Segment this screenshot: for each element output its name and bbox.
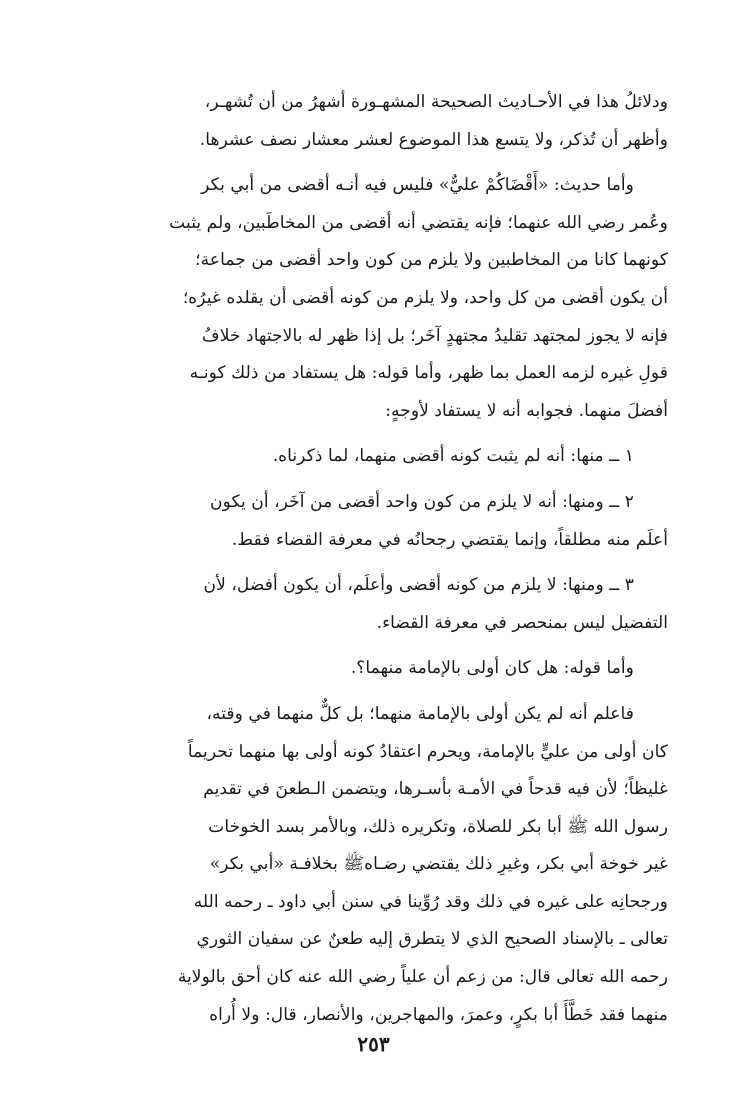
text-line: أعلَم منه مطلقاً، وإنما يقتضي رجحانُه في معرفة القضاء فقط. — [231, 529, 668, 550]
text-line: ورجحانِه على غيره في ذلك وقد رُوِّينا في سنن أبي داود ـ رحمه الله — [193, 891, 668, 912]
text-line: غليظاً؛ لأن فيه قدحاً في الأمـة بأسـرها، ويتضمن الـطعنَ في تقديم — [203, 779, 668, 800]
paragraph — [112, 567, 668, 642]
paragraph — [112, 650, 668, 688]
paragraph-gap — [112, 688, 668, 696]
paragraph — [112, 438, 668, 476]
paragraph-gap — [112, 642, 668, 650]
text-line: ودلائلُ هذا في الأحـاديث الصحيحة المشهـورة أشهرُ من أن تُشهـر، — [204, 92, 668, 112]
page-number: ٢٥٣ — [357, 1032, 390, 1056]
text-line: ٣ ــ ومنها: لا يلزم من كونه أقضى وأعلَم، أن يكون أفضل، لأن — [203, 575, 634, 596]
paragraph — [112, 696, 668, 1034]
text-line: تعالى ـ بالإسناد الصحيح الذي لا يتطرق إليه طعنٌ عن سفيان الثوري — [196, 929, 668, 950]
text-line: وعُمر رضي الله عنهما؛ فإنه يقتضي أنه أقضى من المخاطَبين، ولم يثبت — [169, 212, 668, 233]
text-line: التفضيل ليس بمنحصر في معرفة القضاء. — [376, 612, 668, 633]
text-line: غير خوخة أبي بكر، وغيرِ ذلك يقتضي رضـاهﷺ بخلافـة «أبي بكر» — [209, 854, 668, 875]
paragraph-gap — [112, 159, 668, 167]
text-line: وأما قوله: هل كان أولى بالإمامة منهما؟. — [350, 658, 634, 679]
text-line: ١ ــ منها: أنه لم يثبت كونه أقضى منهما، لما ذكرناه. — [272, 446, 634, 467]
body-text — [112, 84, 668, 1034]
text-line: وأظهر أن تُذكر، ولا يتسع هذا الموضوع لعشر معشار نصف عشرها. — [199, 129, 668, 150]
paragraph-gap — [112, 559, 668, 567]
paragraph-gap — [112, 430, 668, 438]
text-line: قولِ غيره لزمه العمل بما ظهر، وأما قوله: هل يستفاد من ذلك كونـه — [189, 363, 668, 384]
text-line: فإنه لا يجوز لمجتهد تقليدُ مجتهدٍ آخَر؛ بل إذا ظهر له بالاجتهاد خلافُ — [201, 325, 668, 346]
text-line: ٢ ــ ومنها: أنه لا يلزم من كون واحد أقضى من آخَر، أن يكون — [210, 491, 634, 512]
paragraph — [112, 484, 668, 559]
text-line: كونهما كانا من المخاطبين ولا يلزم من كون واحد أقضى من جماعة؛ — [195, 250, 668, 271]
text-line: رسول الله ﷺ أبا بكر للصلاة، وتكريره ذلك، وبالأمر بسد الخوخات — [208, 816, 668, 837]
text-line: كان أولى من عليٍّ بالإمامة، ويحرم اعتقادُ كونه أولى بها منهما تحريماً — [187, 741, 668, 762]
text-line: فاعلم أنه لم يكن أولى بالإمامة منهما؛ بل كلٌّ منهما في وقته، — [206, 703, 634, 724]
paragraph — [112, 167, 668, 430]
text-line: أفضلَ منهما. فجوابه أنه لا يستفاد لأوجهٍ: — [385, 400, 668, 421]
text-line: أن يكون أقضى من كل واحد، ولا يلزم من كونه أقضى أن يقلده غيرُه؛ — [182, 287, 668, 308]
paragraph — [112, 84, 668, 159]
text-line: رحمه الله تعالى قال: من زعم أن علياً رضي الله عنه كان أحق بالولاية — [177, 967, 668, 988]
paragraph-gap — [112, 476, 668, 484]
text-line: وأما حديث: «أَقْضَاكُمْ عليٌّ» فليس فيه أنـه أقضى من أبي بكر — [201, 175, 634, 196]
text-line: منهما فقد خَطَّأَ أبا بكرٍ، وعمرَ، والمهاجرين، والأنصار، قال: ولا أُراه — [209, 1004, 668, 1025]
